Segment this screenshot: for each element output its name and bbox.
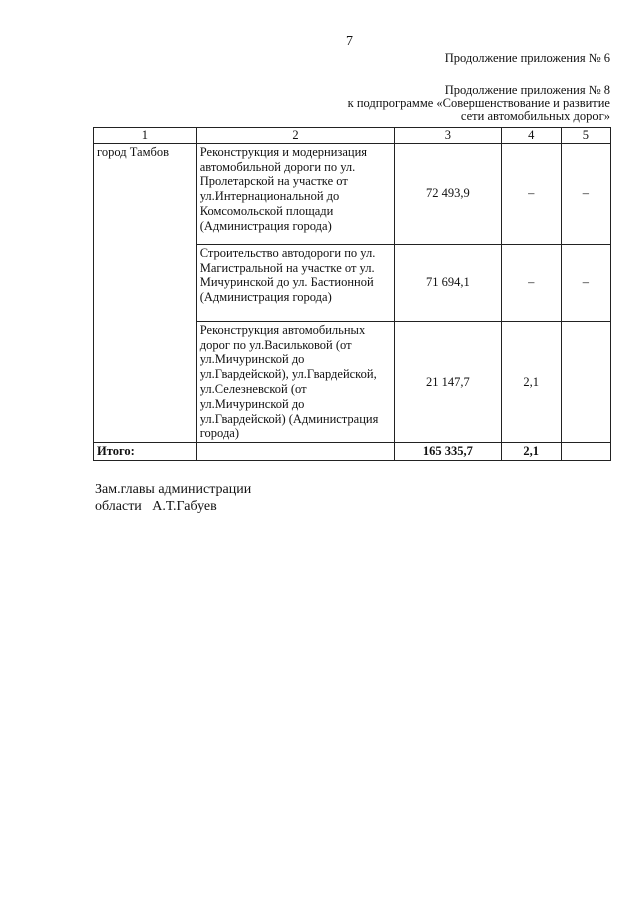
amount-col5	[561, 321, 610, 442]
amount-col3: 21 147,7	[395, 321, 501, 442]
signature-block	[95, 481, 251, 515]
total-col3: 165 335,7	[395, 443, 501, 461]
header-subprogram-line1: к подпрограмме «Совершенствование и развитие	[347, 96, 610, 110]
amount-col5: –	[561, 244, 610, 321]
header-continuation-8: Продолжение приложения № 8	[444, 83, 610, 97]
table-row	[94, 143, 611, 244]
column-header-1: 1	[94, 128, 197, 144]
total-col5	[561, 443, 610, 461]
table-row	[94, 321, 611, 442]
header-continuation-6: Продолжение приложения № 6	[444, 51, 610, 65]
total-col4: 2,1	[501, 443, 561, 461]
project-description: Строительство автодороги по ул. Магистральной на участке от ул. Мичуринской до ул. Бастионной (Администрация города)	[196, 244, 394, 321]
project-description: Реконструкция автомобильных дорог по ул.Васильковой (от ул.Мичуринской до ул.Гвардейской), ул.Гвардейской, ул.Селезневской (от ул.Мичуринской до ул.Гвардейской) (Администрация города)	[196, 321, 394, 442]
city-cell-continued	[94, 321, 197, 442]
appendix-table	[93, 127, 611, 461]
table-row	[94, 244, 611, 321]
column-header-3: 3	[395, 128, 501, 144]
column-header-5: 5	[561, 128, 610, 144]
signature-name: области А.Т.Габуев	[95, 499, 217, 514]
amount-col5: –	[561, 143, 610, 244]
amount-col4: 2,1	[501, 321, 561, 442]
column-header-2: 2	[196, 128, 394, 144]
total-label: Итого:	[94, 443, 197, 461]
signature-position: Зам.главы администрации	[95, 482, 252, 497]
amount-col3: 72 493,9	[395, 143, 501, 244]
column-header-4: 4	[501, 128, 561, 144]
amount-col3: 71 694,1	[395, 244, 501, 321]
page-number: 7	[346, 34, 353, 49]
amount-col4: –	[501, 244, 561, 321]
city-cell-continued	[94, 244, 197, 321]
table-header-row	[94, 128, 611, 144]
city-cell: город Тамбов	[94, 143, 197, 244]
amount-col4: –	[501, 143, 561, 244]
header-subprogram-line2: сети автомобильных дорог»	[460, 109, 610, 123]
project-description: Реконструкция и модернизация автомобильной дороги по ул. Пролетарской на участке от ул.Интернациональной до Комсомольской площади (Администрация города)	[196, 143, 394, 244]
total-description-empty	[196, 443, 394, 461]
total-row	[94, 443, 611, 461]
